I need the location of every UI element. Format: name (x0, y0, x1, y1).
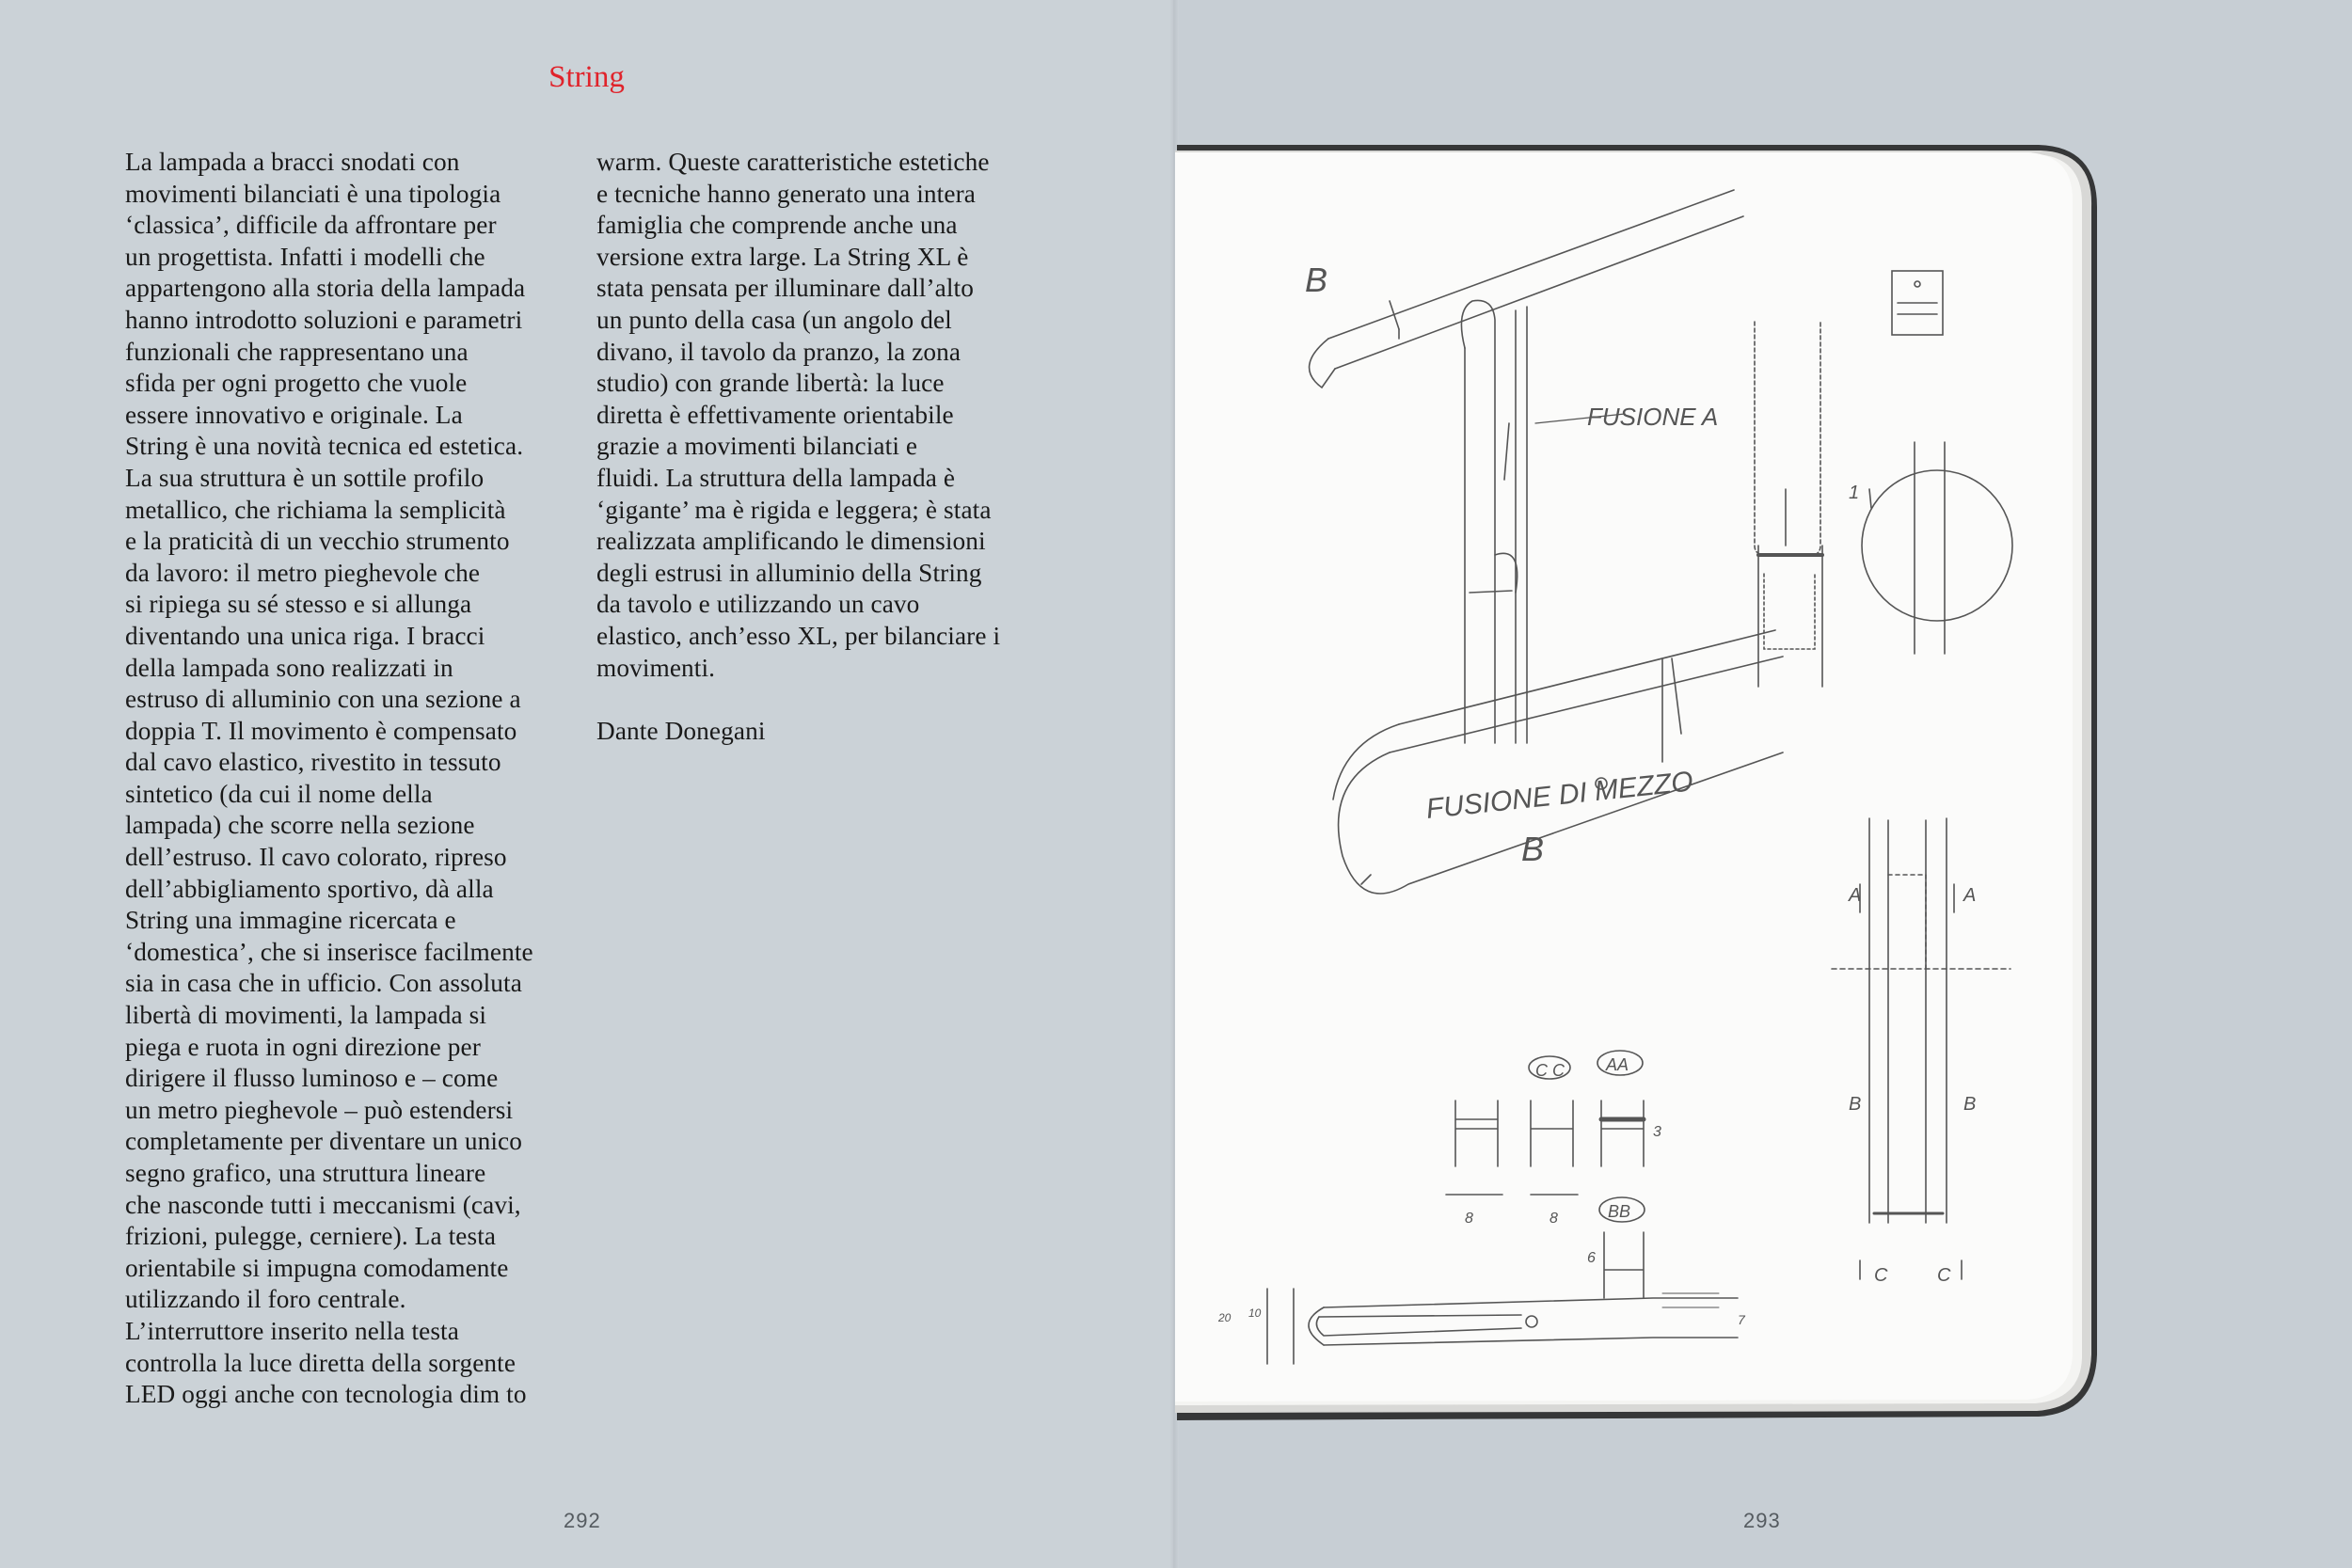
left-page (0, 0, 1173, 1568)
text-line: stata pensata per illuminare dall’alto (596, 274, 974, 303)
sketch-label-b-right: B (1963, 1094, 1977, 1115)
text-line: completamente per diventare un unico (125, 1127, 522, 1156)
text-line: frizioni, pulegge, cerniere). La testa (125, 1222, 497, 1251)
sketch-dim-3: 3 (1653, 1124, 1661, 1140)
text-line: versione extra large. La String XL è (596, 242, 969, 271)
text-line: String è una novità tecnica ed estetica. (125, 432, 524, 461)
text-line: ‘domestica’, che si inserisce facilmente (125, 937, 533, 966)
text-line: e la praticità di un vecchio strumento (125, 527, 510, 556)
sketch-dim-6: 6 (1587, 1250, 1596, 1266)
text-line: si ripiega su sé stesso e si allunga (125, 590, 472, 619)
text-line: sia in casa che in ufficio. Con assoluta (125, 969, 522, 998)
sketch-label-b-mid: B (1521, 830, 1545, 868)
sketch-dim-20: 20 (1218, 1311, 1232, 1324)
text-line: dell’estruso. Il cavo colorato, ripreso (125, 843, 507, 872)
text-line: orientabile si impugna comodamente (125, 1253, 509, 1282)
sketch-label-a-right: A (1963, 885, 1977, 906)
text-line: da lavoro: il metro pieghevole che (125, 558, 481, 587)
text-line: segno grafico, una struttura lineare (125, 1159, 486, 1187)
text-line: doppia T. Il movimento è compensato (125, 716, 517, 745)
text-line: divano, il tavolo da pranzo, la zona (596, 337, 961, 366)
sketch-label-a-left: A (1849, 885, 1862, 906)
sketch-dim-1: 1 (1849, 483, 1860, 503)
text-column-1 (125, 147, 586, 1411)
sketch-label-b-top: B (1305, 261, 1328, 299)
text-line: funzionali che rappresentano una (125, 337, 469, 366)
page-number-left: 292 (564, 1509, 601, 1532)
text-line: che nasconde tutti i meccanismi (cavi, (125, 1190, 521, 1219)
text-line: sintetico (da cui il nome della (125, 779, 433, 808)
text-line: degli estrusi in alluminio della String (596, 558, 982, 587)
sketch-label-b-left: B (1849, 1094, 1862, 1115)
text-line: lampada) che scorre nella sezione (125, 811, 475, 840)
text-line: La lampada a bracci snodati con (125, 148, 460, 176)
sketch-label-aa: AA (1606, 1055, 1629, 1074)
text-line: della lampada sono realizzati in (125, 653, 453, 682)
text-line: metallico, che richiama la semplicità (125, 495, 506, 524)
text-line: elastico, anch’esso XL, per bilanciare i (596, 621, 1001, 650)
sketch-label-c-left: C (1874, 1265, 1888, 1286)
sketch-label-cc: C C (1535, 1061, 1565, 1080)
text-line: warm. Queste caratteristiche estetiche (596, 148, 990, 176)
text-line: famiglia che comprende anche una (596, 211, 958, 240)
text-line: studio) con grande libertà: la luce (596, 369, 945, 398)
text-line: controlla la luce diretta della sorgente (125, 1348, 516, 1377)
text-line: La sua struttura è un sottile profilo (125, 463, 485, 492)
text-line: appartengono alla storia della lampada (125, 274, 526, 303)
text-line: LED oggi anche con tecnologia dim to (125, 1380, 527, 1409)
text-line: realizzata amplificando le dimensioni (596, 527, 986, 556)
sketchbook-image (1173, 141, 2097, 1424)
text-line: essere innovativo e originale. La (125, 400, 463, 429)
text-line: un punto della casa (un angolo del (596, 305, 952, 334)
text-line: fluidi. La struttura della lampada è (596, 463, 956, 492)
text-line: dell’abbigliamento sportivo, dà alla (125, 874, 494, 903)
sketch-dim-8a: 8 (1465, 1211, 1473, 1227)
author-name: Dante Donegani (596, 716, 766, 745)
sketch-dim-10: 10 (1248, 1307, 1262, 1320)
text-line: String una immagine ricercata e (125, 906, 456, 935)
text-line: da tavolo e utilizzando un cavo (596, 590, 920, 619)
text-line: diretta è effettivamente orientabile (596, 400, 954, 429)
sketch-label-c-right: C (1937, 1265, 1951, 1286)
text-line: sfida per ogni progetto che vuole (125, 369, 468, 398)
text-line: ‘gigante’ ma è rigida e leggera; è stata (596, 495, 992, 524)
text-line: piega e ruota in ogni direzione per (125, 1032, 481, 1061)
text-line: un metro pieghevole – può estendersi (125, 1095, 514, 1124)
text-line: grazie a movimenti bilanciati e (596, 432, 918, 461)
text-line: ‘classica’, difficile da affrontare per (125, 211, 497, 240)
sketch-label-bb: BB (1608, 1202, 1631, 1221)
sketch-dim-7: 7 (1738, 1312, 1745, 1327)
text-line: dal cavo elastico, rivestito in tessuto (125, 748, 501, 777)
text-line: estruso di alluminio con una sezione a (125, 685, 521, 714)
sketch-label-fusione-a: FUSIONE A (1587, 403, 1719, 431)
text-line: diventando una unica riga. I bracci (125, 621, 485, 650)
text-line: dirigere il flusso luminoso e – come (125, 1064, 499, 1093)
text-line: e tecniche hanno generato una intera (596, 179, 976, 208)
sketch-dim-8b: 8 (1549, 1211, 1558, 1227)
text-line: hanno introdotto soluzioni e parametri (125, 305, 523, 334)
page-number-right: 293 (1743, 1509, 1781, 1532)
text-line: libertà di movimenti, la lampada si (125, 1001, 487, 1030)
article-title: String (548, 60, 625, 94)
text-line: movimenti bilanciati è una tipologia (125, 179, 501, 208)
text-line: L’interruttore inserito nella testa (125, 1316, 459, 1345)
text-line: movimenti. (596, 653, 716, 682)
text-column-2 (596, 147, 1063, 747)
text-line: un progettista. Infatti i modelli che (125, 242, 485, 271)
sketch-label-fusione-mezzo: FUSIONE DI MEZZO (1424, 766, 1695, 825)
text-line: utilizzando il foro centrale. (125, 1285, 406, 1314)
